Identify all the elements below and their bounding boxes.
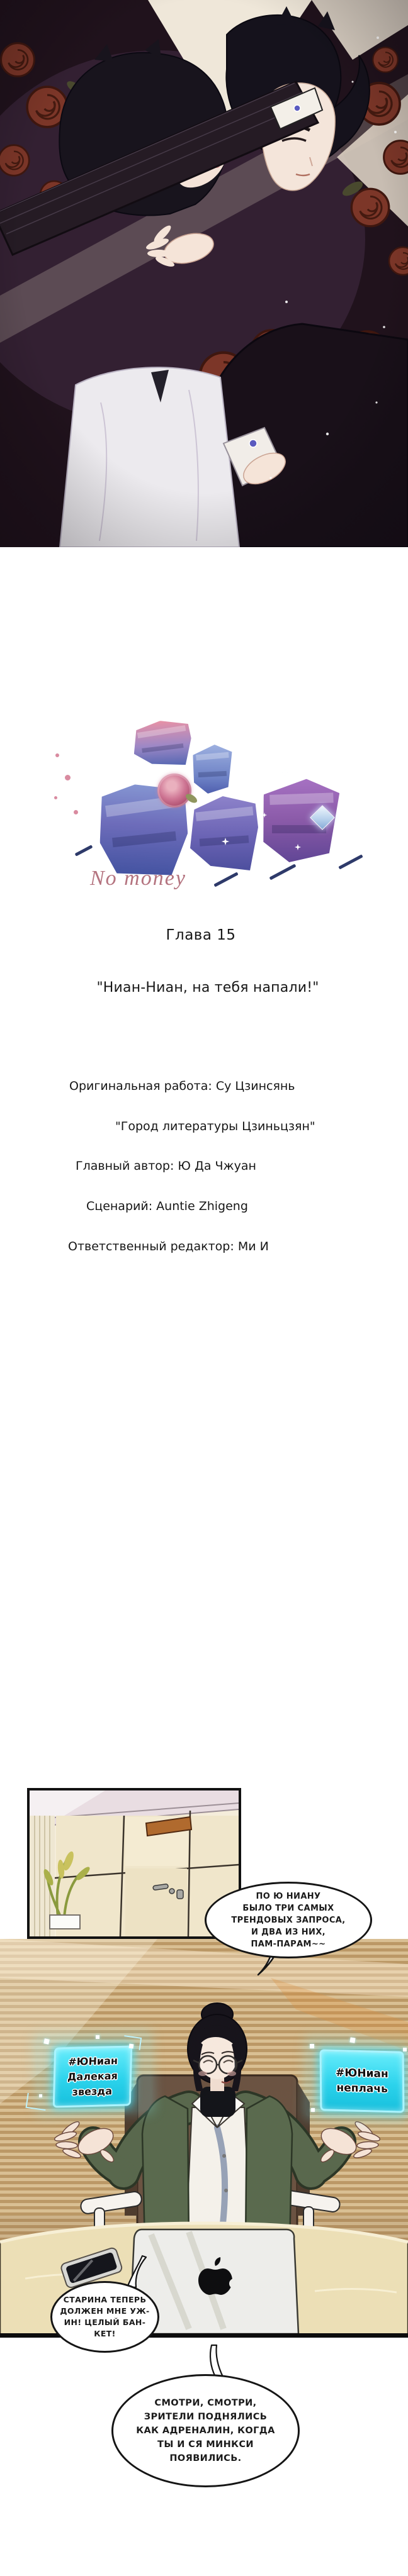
bubble-text: ТРЕНДОВЫХ ЗАПРОСА, [231,1915,346,1925]
logo-rose-icon [157,774,191,808]
hashtag-badge-right [320,2049,405,2112]
paint-splatter [54,796,57,799]
paint-splatter [74,810,78,814]
speed-line [269,863,297,880]
logo-subtitle: No money [90,867,186,890]
logo-char-hen [190,796,258,870]
bubble-text: ДОЛЖЕН МНЕ УЖ- [60,2306,150,2316]
chapter-title: "Ниан-Ниан, на тебя напали!" [96,980,319,996]
speed-line [338,854,363,869]
cover-illustration [0,0,408,547]
paint-splatter [55,753,59,757]
bubble-text: ПАМ-ПАРАМ~~ [251,1939,326,1949]
credit-line: Главный автор: Ю Да Чжуан [76,1159,256,1173]
badge-text: неплачь [336,2081,388,2096]
panel-background [0,1939,408,2336]
bubble-text: ТЫ И СЯ МИНКСИ [157,2440,254,2450]
badge-text: Далекая [67,2069,118,2084]
panel-scene [0,1939,408,2336]
pixel-particle [96,2035,99,2039]
hashtag-badge-left [53,2045,133,2107]
bubble-tail [123,2255,149,2289]
speech-bubble-2 [50,2281,159,2353]
pixel-particle [403,2048,407,2051]
badge-text: #ЮНиан [336,2066,388,2081]
credit-line: Оригинальная работа: Су Цзинсянь [69,1079,295,1093]
pixel-particle [43,2038,49,2044]
bubble-text: ИН! ЦЕЛЫЙ БАН- [64,2318,146,2327]
bubble-tail [201,2344,227,2378]
circuit-line [123,2035,142,2050]
sparkle-icon [282,770,288,775]
circuit-line [25,2093,47,2111]
bubble-text: И ДВА ИЗ НИХ, [251,1927,326,1937]
character-head [188,2003,247,2091]
bubble-text: КАК АДРЕНАЛИН, КОГДА [136,2426,275,2436]
pixel-particle [311,2108,315,2112]
logo-char-shuo [192,744,232,794]
pixel-particle [310,2044,314,2048]
bubble-text: СТАРИНА ТЕПЕРЬ [63,2295,147,2304]
bubble-text: ЗРИТЕЛИ ПОДНЯЛИСЬ [144,2412,268,2422]
credit-line: Ответственный редактор: Ми И [68,1240,269,1253]
badge-text: #ЮНиан [68,2054,118,2068]
bubble-text: БЫЛО ТРИ САМЫХ [242,1903,334,1913]
bubble-text: ПО Ю НИАНУ [256,1891,321,1901]
speed-line [213,872,238,887]
speed-line [75,845,93,856]
bubble-text: КЕТ! [94,2329,116,2338]
bubble-text: ПОЯВИЛИСЬ. [169,2453,242,2463]
bubble-text: СМОТРИ, СМОТРИ, [154,2398,257,2408]
logo-char-ting [132,719,193,768]
credit-line: "Город литературы Цзиньцзян" [115,1119,315,1133]
speech-bubble-1 [205,1882,372,1958]
speech-bubble-3 [111,2374,300,2487]
badge-text: звезда [72,2085,113,2098]
credit-line: Сценарий: Auntie Zhigeng [86,1199,248,1213]
chapter-number: Глава 15 [166,927,236,943]
pixel-particle [349,2037,355,2043]
paint-splatter [65,775,71,780]
